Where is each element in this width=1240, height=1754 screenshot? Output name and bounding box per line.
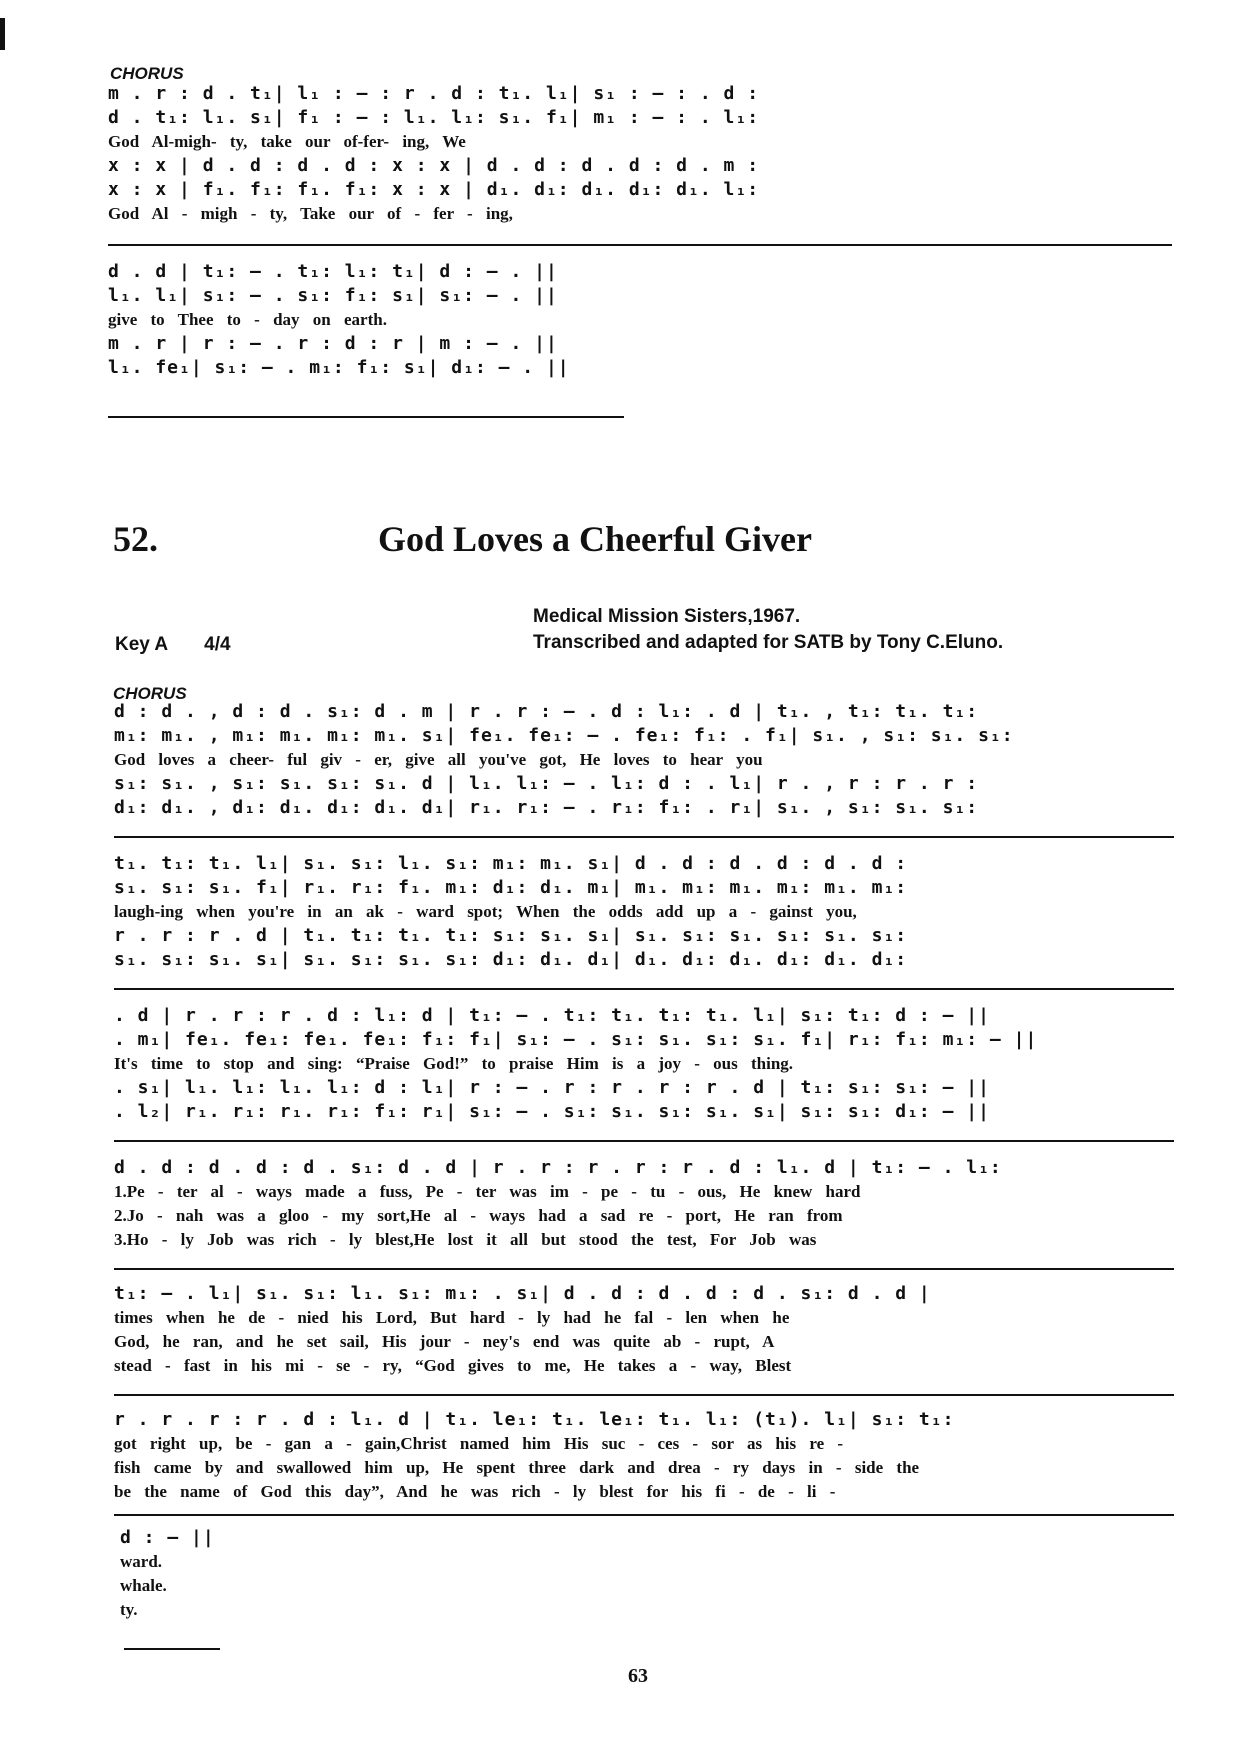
verse-3-lyric: be the name of God this day”, And he was rich - ly blest for his fi - de - li - <box>114 1482 836 1501</box>
staff-melody: r . r . r : r . d : l₁. d | t₁. le₁: t₁. le₁: t₁. l₁: (t₁). l₁| s₁: t₁: <box>114 1409 955 1430</box>
chorus-label: CHORUS <box>113 684 187 703</box>
staff-alto: d . t₁: l₁. s₁| f₁ : — : l₁. l₁: s₁. f₁| m₁ : — : . l₁: <box>108 107 760 128</box>
staff-soprano: t₁. t₁: t₁. l₁| s₁. s₁: l₁. s₁: m₁: m₁. s₁| d . d : d . d : d . d : <box>114 853 908 874</box>
staff-tenor: m . r | r : – . r : d : r | m : – . || <box>108 333 558 354</box>
chorus-system-1 <box>114 700 1174 820</box>
staff-bass: s₁. s₁: s₁. s₁| s₁. s₁: s₁. s₁: d₁: d₁. d₁| d₁. d₁: d₁. d₁: d₁. d₁: <box>114 949 908 970</box>
verse-1-lyric: times when he de - nied his Lord, But hard - ly had he fal - len when he <box>114 1308 790 1327</box>
lyric-line: laugh-ing when you're in an ak - ward spot; When the odds add up a - gainst you, <box>114 902 857 921</box>
staff-melody: d : – || <box>120 1527 215 1548</box>
staff-tenor: s₁: s₁. , s₁: s₁. s₁: s₁. d | l₁. l₁: – . l₁: d : . l₁| r . , r : r . r : <box>114 773 979 794</box>
time-signature: 4/4 <box>204 634 231 655</box>
verse-system-4 <box>120 1526 420 1622</box>
staff-soprano: d : d . , d : d . s₁: d . m | r . r : – . d : l₁: . d | t₁. , t₁: t₁. t₁: <box>114 701 979 722</box>
staff-bass: l₁. fe₁| s₁: – . m₁: f₁: s₁| d₁: – . || <box>108 357 570 378</box>
staff-soprano: d . d | t₁: – . t₁: l₁: t₁| d : – . || <box>108 261 558 282</box>
system-divider <box>114 1394 1174 1396</box>
staff-soprano: m . r : d . t₁| l₁ : — : r . d : t₁. l₁| s₁ : — : . d : <box>108 83 760 104</box>
verse-1-lyric: ward. <box>120 1552 163 1571</box>
chorus-label-previous: CHORUS <box>110 64 184 83</box>
staff-tenor: . s₁| l₁. l₁: l₁. l₁: d : l₁| r : – . r : r . r : r . d | t₁: s₁: s₁: – || <box>114 1077 990 1098</box>
staff-bass: x : x | f₁. f₁: f₁. f₁: x : x | d₁. d₁: d₁. d₁: d₁. l₁: <box>108 179 760 200</box>
staff-alto: l₁. l₁| s₁: – . s₁: f₁: s₁| s₁: – . || <box>108 285 558 306</box>
key-label: Key A <box>115 634 169 655</box>
verse-1-lyric: got right up, be - gan a - gain,Christ named him His suc - ces - sor as his re - <box>114 1434 844 1453</box>
staff-bass: d₁: d₁. , d₁: d₁. d₁: d₁. d₁| r₁. r₁: – . r₁: f₁: . r₁| s₁. , s₁: s₁. s₁: <box>114 797 979 818</box>
system-divider <box>114 836 1174 838</box>
song-number: 52. <box>113 519 158 559</box>
lyric-line: It's time to stop and sing: “Praise God!” to praise Him is a joy - ous thing. <box>114 1054 794 1073</box>
chorus-system-2 <box>114 852 1174 972</box>
staff-alto: m₁: m₁. , m₁: m₁. m₁: m₁. s₁| fe₁. fe₁: – . fe₁: f₁: . f₁| s₁. , s₁: s₁. s₁: <box>114 725 1014 746</box>
verse-system-3 <box>114 1408 1174 1504</box>
song-title: God Loves a Cheerful Giver <box>378 519 812 559</box>
staff-tenor: r . r : r . d | t₁. t₁: t₁. t₁: s₁: s₁. s₁| s₁. s₁: s₁. s₁: s₁. s₁: <box>114 925 908 946</box>
system-divider <box>114 1268 1174 1270</box>
page-number: 63 <box>628 1665 648 1687</box>
system-divider <box>114 1140 1174 1142</box>
song-credit-composer: Medical Mission Sisters,1967. <box>533 606 801 627</box>
verse-2-lyric: 2.Jo - nah was a gloo - my sort,He al - ways had a sad re - port, He ran from <box>114 1206 843 1225</box>
lyric-line: give to Thee to - day on earth. <box>108 310 387 329</box>
scan-edge-mark <box>0 18 5 50</box>
verse-system-1 <box>114 1156 1174 1252</box>
verse-1-lyric: 1.Pe - ter al - ways made a fuss, Pe - ter was im - pe - tu - ous, He knew hard <box>114 1182 861 1201</box>
verse-2-lyric: God, he ran, and he set sail, His jour - ney's end was quite ab - rupt, A <box>114 1332 775 1351</box>
lyric-line: God loves a cheer- ful giv - er, give all you've got, He loves to hear you <box>114 750 763 769</box>
lyric-line: God Al - migh - ty, Take our of - fer - ing, <box>108 204 513 223</box>
verse-3-lyric: 3.Ho - ly Job was rich - ly blest,He lost it all but stood the test, For Job was <box>114 1230 817 1249</box>
previous-chorus-system-1 <box>108 82 1176 226</box>
staff-bass: . l₂| r₁. r₁: r₁. r₁: f₁: r₁| s₁: – . s₁: s₁. s₁: s₁. s₁| s₁: s₁: d₁: – || <box>114 1101 990 1122</box>
lyric-line: God Al-migh- ty, take our of-fer- ing, We <box>108 132 466 151</box>
staff-alto: s₁. s₁: s₁. f₁| r₁. r₁: f₁. m₁: d₁: d₁. m₁| m₁. m₁: m₁. m₁: m₁. m₁: <box>114 877 908 898</box>
system-divider <box>114 988 1174 990</box>
song-credit-arranger: Transcribed and adapted for SATB by Tony C.Eluno. <box>533 632 1004 653</box>
staff-alto: . m₁| fe₁. fe₁: fe₁. fe₁: f₁: f₁| s₁: – . s₁: s₁. s₁: s₁. f₁| r₁: f₁: m₁: – || <box>114 1029 1038 1050</box>
verse-2-lyric: fish came by and swallowed him up, He spent three dark and drea - ry days in - side the <box>114 1458 920 1477</box>
end-rule <box>124 1648 220 1650</box>
system-divider <box>114 1514 1174 1516</box>
chorus-system-3 <box>114 1004 1174 1124</box>
staff-melody: t₁: – . l₁| s₁. s₁: l₁. s₁: m₁: . s₁| d . d : d . d : d . s₁: d . d | <box>114 1283 931 1304</box>
end-rule <box>108 416 624 418</box>
verse-2-lyric: whale. <box>120 1576 167 1595</box>
key-signature <box>115 634 231 656</box>
previous-chorus-system-2 <box>108 260 648 380</box>
staff-soprano: . d | r . r : r . d : l₁: d | t₁: – . t₁: t₁. t₁: t₁. l₁| s₁: t₁: d : – || <box>114 1005 990 1026</box>
staff-melody: d . d : d . d : d . s₁: d . d | r . r : r . r : r . d : l₁. d | t₁: – . l₁: <box>114 1157 1002 1178</box>
verse-system-2 <box>114 1282 1174 1378</box>
system-divider <box>108 244 1172 246</box>
verse-3-lyric: ty. <box>120 1600 138 1619</box>
verse-3-lyric: stead - fast in his mi - se - ry, “God gives to me, He takes a - way, Blest <box>114 1356 792 1375</box>
staff-tenor: x : x | d . d : d . d : x : x | d . d : d . d : d . m : <box>108 155 760 176</box>
